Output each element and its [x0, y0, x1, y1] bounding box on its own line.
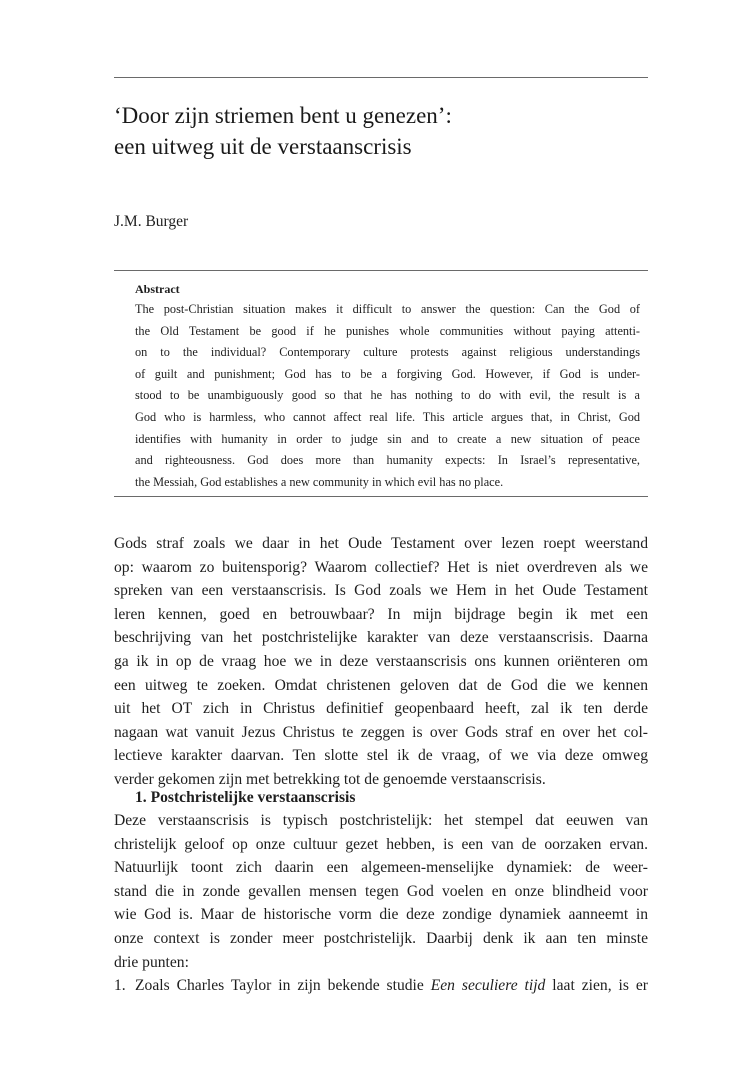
paragraph-line: drie punten:	[114, 953, 189, 971]
paragraph-line: christelijk geloof op onze cultuur gezet hebben, is een van de oorzaken ervan.	[114, 835, 648, 853]
paragraph-line: onze context is zonder meer postchristelijk. Daarbij denk ik aan ten minste	[114, 929, 648, 947]
paragraph-line: spreken van een verstaanscrisis. Is God zoals we Hem in het Oude Testament	[114, 582, 648, 600]
abstract-line: and righteousness. God does more than humanity expects: In Israel’s representative,	[135, 453, 640, 468]
article-page	[114, 0, 648, 1068]
paragraph-line: lectieve karakter daarvan. Ten slotte stel ik de vraag, of we via deze omweg	[114, 747, 648, 765]
abstract-line: The post-Christian situation makes it difficult to answer the question: Can the God of	[135, 302, 640, 316]
paragraph-line: Natuurlijk toont zich daarin een algemeen-menselijke dynamiek: de weer-	[114, 859, 648, 877]
paragraph-line: een uitweg te zoeken. Omdat christenen geloven dat de God die we kennen	[114, 676, 648, 694]
section-heading: 1. Postchristelijke verstaanscrisis	[135, 789, 356, 806]
intro-paragraph	[114, 532, 648, 792]
paragraph-line: ga ik in op de vraag hoe we in deze verstaanscrisis ons kunnen oriënteren om	[114, 652, 648, 670]
paragraph-line: wie God is. Maar de historische vorm die deze zondige dynamiek aanneemt in	[114, 906, 648, 924]
abstract-top-rule	[114, 270, 648, 271]
list-item-text	[135, 974, 648, 998]
paragraph-line: leren kennen, goed en betrouwbaar? In mijn bijdrage begin ik met een	[114, 605, 648, 623]
abstract-line: the Messiah, God establishes a new community in which evil has no place.	[135, 474, 504, 489]
paragraph-line: op: waarom zo buitensporig? Waarom collectief? Het is niet overdreven als we	[114, 558, 648, 576]
abstract-line: stood to be unambiguously good so that he has nothing to do with evil, the result is a	[135, 388, 640, 403]
title-line: ‘Door zijn striemen bent u genezen’:	[114, 103, 452, 128]
abstract-line: identifies with humanity in order to judge sin and to create a new situation of peace	[135, 431, 640, 446]
abstract-block	[135, 279, 640, 493]
list-text-after: laat zien, is er	[545, 977, 648, 995]
paragraph-line: nagaan wat vanuit Jezus Christus te zeggen is over Gods straf en over het col-	[114, 723, 648, 741]
paragraph-line: stand die in zonde gevallen mensen tegen God voelen en onze blindheid voor	[114, 882, 648, 900]
book-title: Een seculiere tijd	[430, 977, 546, 995]
abstract-line: of guilt and punishment; God has to be a forgiving God. However, if God is under-	[135, 366, 640, 381]
title-line: een uitweg uit de verstaanscrisis	[114, 134, 412, 159]
list-number: 1.	[114, 977, 126, 995]
article-title	[114, 100, 452, 162]
abstract-heading: Abstract	[135, 282, 180, 296]
paragraph-line: Gods straf zoals we daar in het Oude Testament over lezen roept weerstand	[114, 535, 648, 552]
list-item	[114, 974, 648, 998]
abstract-line: on to the individual? Contemporary culture protests against religious understandings	[135, 345, 640, 360]
author-name: J.M. Burger	[114, 213, 189, 230]
paragraph-line: verder gekomen zijn met betrekking tot de genoemde verstaanscrisis.	[114, 770, 546, 788]
paragraph-line: uit het OT zich in Christus definitief geopenbaard heeft, zal ik ten derde	[114, 700, 648, 718]
abstract-line: the Old Testament be good if he punishes whole communities without paying attenti-	[135, 323, 640, 338]
section-paragraph	[114, 809, 648, 998]
abstract-bottom-rule	[114, 496, 648, 497]
abstract-line: God who is harmless, who cannot affect real life. This article argues that, in Christ, God	[135, 409, 640, 424]
top-rule	[114, 77, 648, 78]
list-text-before: Zoals Charles Taylor in zijn bekende studie	[135, 977, 431, 995]
paragraph-line: beschrijving van het postchristelijke karakter van deze verstaanscrisis. Daarna	[114, 629, 648, 647]
paragraph-line: Deze verstaanscrisis is typisch postchristelijk: het stempel dat eeuwen van	[114, 812, 648, 829]
